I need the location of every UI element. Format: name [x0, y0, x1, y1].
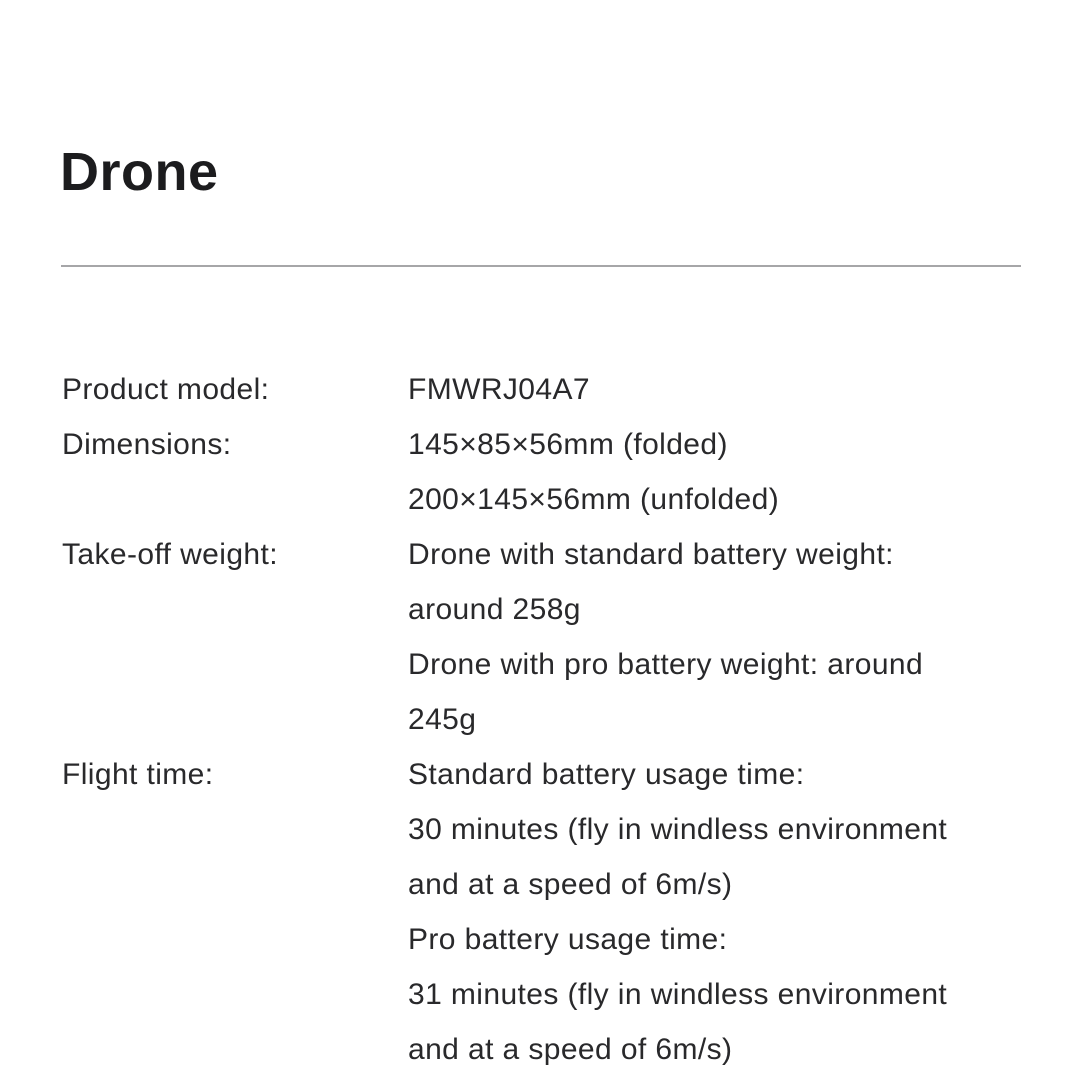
spec-row-product-model [62, 362, 1028, 417]
spec-line: and at a speed of 6m/s) [408, 868, 733, 901]
spec-table [62, 362, 1028, 1077]
spec-label-dimensions: Dimensions: [62, 428, 232, 461]
divider [61, 265, 1021, 267]
spec-row-dimensions [62, 417, 1028, 527]
spec-line: FMWRJ04A7 [408, 373, 590, 406]
spec-row-takeoff-weight [62, 527, 1028, 747]
spec-line: Pro battery usage time: [408, 923, 728, 956]
spec-value-product-model [408, 362, 1028, 417]
spec-line: 145×85×56mm (folded) [408, 428, 728, 461]
spec-line: 30 minutes (fly in windless environment [408, 813, 948, 846]
page-title: Drone [60, 142, 219, 202]
spec-line: around 258g [408, 593, 581, 626]
spec-line: 31 minutes (fly in windless environment [408, 978, 948, 1011]
spec-label-flight-time: Flight time: [62, 758, 214, 791]
spec-line: Standard battery usage time: [408, 758, 805, 791]
spec-line: Drone with pro battery weight: around [408, 648, 924, 681]
spec-label-takeoff-weight: Take-off weight: [62, 538, 278, 571]
spec-value-takeoff-weight [408, 527, 1028, 747]
spec-value-flight-time [408, 747, 1028, 1077]
spec-row-flight-time [62, 747, 1028, 1077]
spec-line: Drone with standard battery weight: [408, 538, 894, 571]
spec-line: 200×145×56mm (unfolded) [408, 483, 780, 516]
spec-line: 245g [408, 703, 477, 736]
spec-label-product-model: Product model: [62, 373, 270, 406]
spec-value-dimensions [408, 417, 1028, 527]
spec-line: and at a speed of 6m/s) [408, 1033, 733, 1066]
